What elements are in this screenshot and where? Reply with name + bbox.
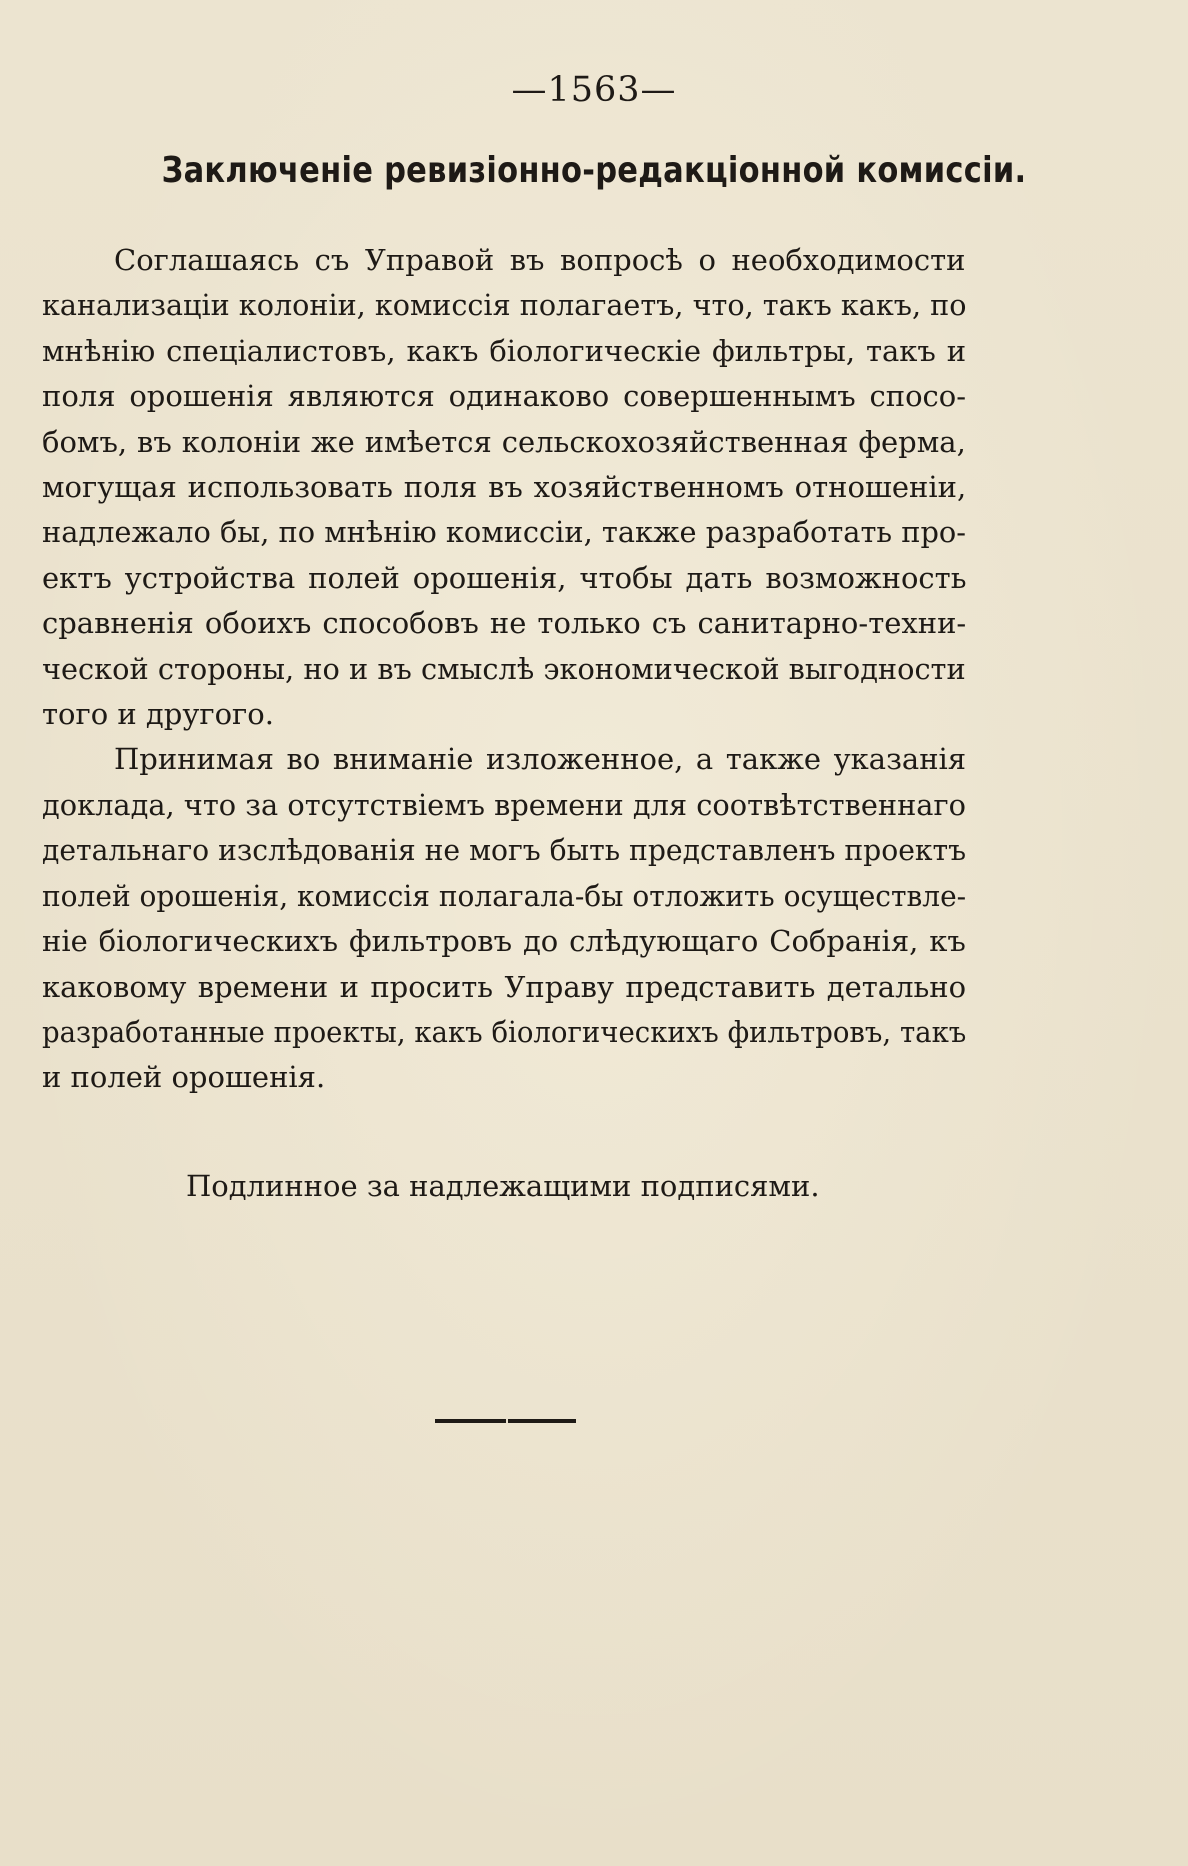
text-line: сравненiя обоихъ способовъ не только съ санитарно-техни- xyxy=(42,606,967,641)
signature-note: Подлинное за надлежащими подписями. xyxy=(186,1169,820,1203)
text-line: мнѣнiю спецiалистовъ, какъ бiологическiе фильтры, такъ и xyxy=(42,333,967,368)
text-line: надлежало бы, по мнѣнiю комиссiи, также разработать про- xyxy=(42,515,967,550)
text-line: ектъ устройства полей орошенiя, чтобы дать возможность xyxy=(42,560,967,595)
text-line: могущая использовать поля въ хозяйственномъ отношенiи, xyxy=(42,470,967,505)
paragraph-2 xyxy=(42,737,966,1100)
text-line: того и другого. xyxy=(42,697,274,732)
text-line: поля орошенiя являются одинаково совершеннымъ спосо- xyxy=(42,379,967,414)
text-line: и полей орошенiя. xyxy=(42,1060,326,1095)
closing-rule xyxy=(435,1419,576,1423)
text-line: доклада, что за отсутствiемъ времени для соотвѣтственнаго xyxy=(42,787,966,822)
text-line: бомъ, въ колонiи же имѣется сельскохозяйственная ферма, xyxy=(42,424,966,459)
document-title: Заключенiе ревизiонно-редакцiонной комиссiи. xyxy=(161,150,1027,191)
body-text xyxy=(42,238,966,1101)
text-line: ческой стороны, но и въ смыслѣ экономической выгодности xyxy=(42,651,966,686)
text-line: детальнаго изслѣдованiя не могъ быть представленъ проектъ xyxy=(42,833,967,868)
page-number: —1563— xyxy=(511,70,677,110)
text-line: каковому времени и просить Управу представить детально xyxy=(42,969,967,1004)
paragraph-1 xyxy=(42,238,966,737)
text-line: Соглашаясь съ Управой въ вопросѣ о необходимости xyxy=(114,243,966,277)
text-line: полей орошенiя, комиссiя полагала-бы отложить осуществле- xyxy=(42,878,967,913)
text-line: Принимая во вниманiе изложенное, а также указанiя xyxy=(114,742,967,777)
text-line: канализацiи колонiи, комиссiя полагаетъ, что, такъ какъ, по xyxy=(42,288,967,323)
text-line: разработанные проекты, какъ бiологическихъ фильтровъ, такъ xyxy=(42,1014,967,1049)
text-line: нiе бiологическихъ фильтровъ до слѣдующаго Собранiя, къ xyxy=(42,924,966,959)
